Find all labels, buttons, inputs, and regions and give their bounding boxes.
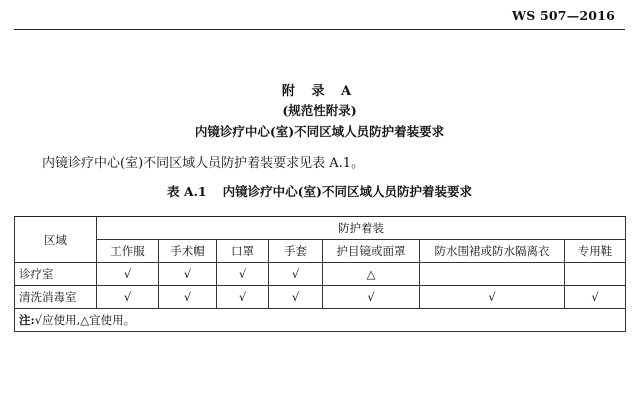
table-row [15, 263, 626, 286]
header-col: 工作服 [97, 240, 159, 263]
table-caption-title: 内镜诊疗中心(室)不同区域人员防护着装要求 [222, 184, 472, 199]
table-cell: √ [269, 263, 323, 286]
table-cell: √ [323, 286, 420, 309]
header-area: 区域 [15, 217, 97, 263]
ppe-table [14, 216, 626, 332]
note-text: √应使用,△宜使用。 [34, 313, 136, 327]
header-col: 手套 [269, 240, 323, 263]
table-cell: √ [269, 286, 323, 309]
appendix-title: 附 录 A [281, 84, 358, 99]
table-note-row [15, 309, 626, 332]
header-col: 护目镜或面罩 [323, 240, 420, 263]
note-label: 注: [19, 313, 35, 327]
table-cell: △ [323, 263, 420, 286]
header-col: 口罩 [217, 240, 269, 263]
header-rule [14, 29, 625, 30]
table-header-row-2 [15, 240, 626, 263]
row-area: 诊疗室 [15, 263, 97, 286]
table-cell: √ [217, 286, 269, 309]
header-col: 防水围裙或防水隔离衣 [420, 240, 565, 263]
header-col: 手术帽 [159, 240, 217, 263]
table-cell: √ [159, 286, 217, 309]
table-cell [565, 263, 626, 286]
appendix-heading: 内镜诊疗中心(室)不同区域人员防护着装要求 [194, 124, 445, 139]
table-cell [420, 263, 565, 286]
table-row [15, 286, 626, 309]
table-cell: √ [565, 286, 626, 309]
table-cell: √ [420, 286, 565, 309]
table-note [15, 309, 626, 332]
row-area: 清洗消毒室 [15, 286, 97, 309]
table-cell: √ [97, 286, 159, 309]
table-caption [0, 182, 639, 200]
document-code: WS 507—2016 [512, 8, 615, 23]
table-caption-number: 表 A.1 [167, 184, 207, 199]
table-cell: √ [217, 263, 269, 286]
table-cell: √ [159, 263, 217, 286]
appendix-subtitle: (规范性附录) [282, 103, 357, 118]
header-protective-clothing: 防护着装 [97, 217, 626, 240]
table-header-row-1 [15, 217, 626, 240]
header-col: 专用鞋 [565, 240, 626, 263]
table-cell: √ [97, 263, 159, 286]
intro-paragraph: 内镜诊疗中心(室)不同区域人员防护着装要求见表 A.1。 [42, 156, 365, 171]
